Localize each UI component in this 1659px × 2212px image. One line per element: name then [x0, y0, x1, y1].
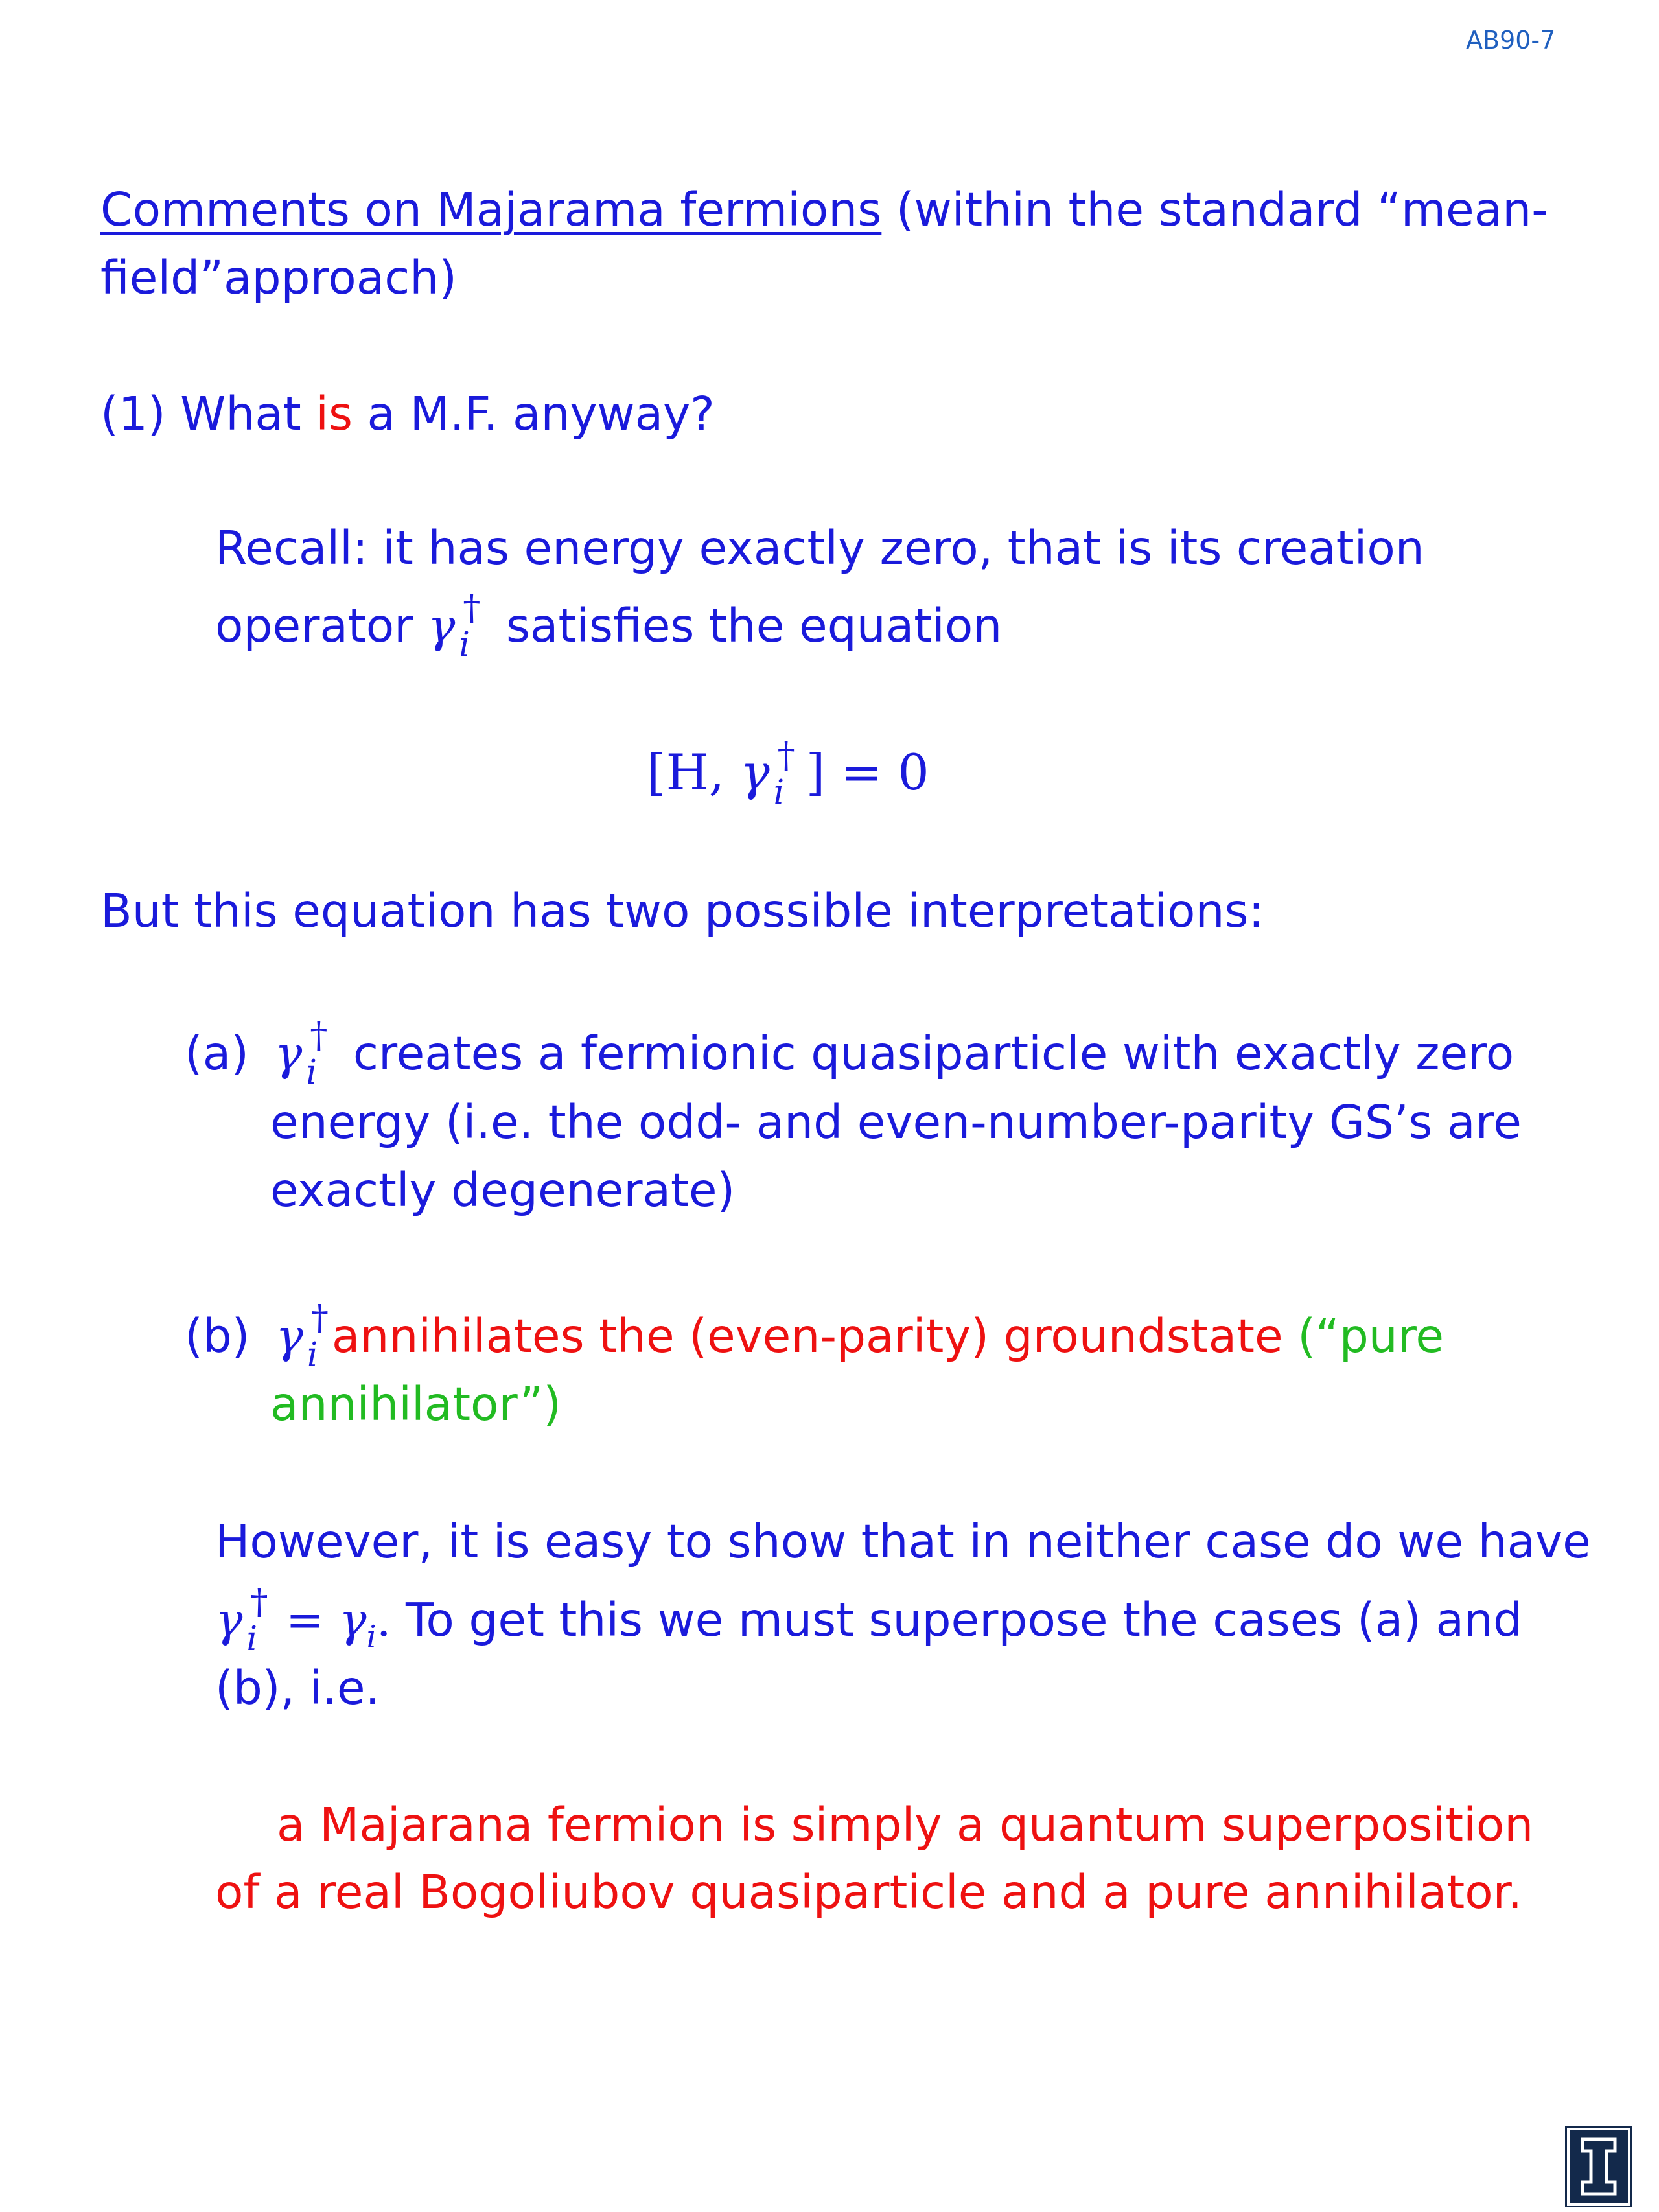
- however-line-2: [215, 1581, 1523, 1672]
- however-line-1: However, it is easy to show that in neither case do we have: [215, 1515, 1591, 1568]
- recall-line-1: Recall: it has energy exactly zero, that is its creation: [215, 521, 1424, 575]
- case-b-line-2: annihilator”): [270, 1377, 562, 1431]
- conclusion-line-1: a Majarana fermion is simply a quantum superposition: [277, 1798, 1534, 1852]
- heading-line-2: field”approach): [100, 251, 457, 305]
- conclusion-line-2: of a real Bogoliubov quasiparticle and a pure annihilator.: [215, 1865, 1522, 1919]
- block-i-logo-icon: [1570, 2130, 1628, 2203]
- gamma-equality: γ † i = $\gamma_i$.: [215, 1581, 391, 1659]
- slide-heading: [100, 175, 1548, 244]
- case-b-line-1: [185, 1298, 1444, 1375]
- case-a-line-2: energy (i.e. the odd- and even-number-parity GS’s are: [270, 1095, 1522, 1149]
- however-line-3: (b), i.e.: [215, 1661, 380, 1715]
- heading-rest: (within the standard “mean-: [881, 183, 1548, 237]
- recall-line-2: [215, 587, 1003, 664]
- question-emphasis: is: [316, 387, 353, 441]
- question-suffix: a M.F. anyway?: [352, 387, 715, 441]
- slide-number: AB90-7: [1466, 26, 1556, 54]
- case-b-green-text: (“pure: [1297, 1309, 1444, 1363]
- gamma-i-dagger-symbol: γ † i: [275, 1298, 329, 1375]
- case-b-red-text: annihilates the (even-parity) groundstate: [331, 1309, 1298, 1363]
- however-text: To get this we must superpose the cases (a) and: [391, 1593, 1523, 1647]
- recall-equation-text: satisfies the equation: [491, 599, 1003, 653]
- case-a-label: (a): [185, 1027, 249, 1080]
- university-logo: [1567, 2128, 1630, 2206]
- case-a-line-3: exactly degenerate): [270, 1163, 736, 1217]
- interpretations-intro: But this equation has two possible interpretations:: [100, 884, 1264, 938]
- question-line: [100, 379, 715, 448]
- recall-operator-text: operator: [215, 599, 428, 653]
- commutator-equation: [H, γ † i ] = 0: [647, 735, 929, 812]
- case-a-text: creates a fermionic quasiparticle with exactly zero: [338, 1027, 1514, 1080]
- gamma-i-dagger-symbol: γ † i: [427, 587, 481, 664]
- heading-link[interactable]: Comments on Majarama fermions: [100, 183, 882, 237]
- case-b-label: (b): [185, 1309, 250, 1363]
- gamma-i-dagger-symbol: γ † i: [274, 1015, 328, 1092]
- question-prefix: (1) What: [100, 387, 316, 441]
- case-a-line-1: [185, 1015, 1514, 1092]
